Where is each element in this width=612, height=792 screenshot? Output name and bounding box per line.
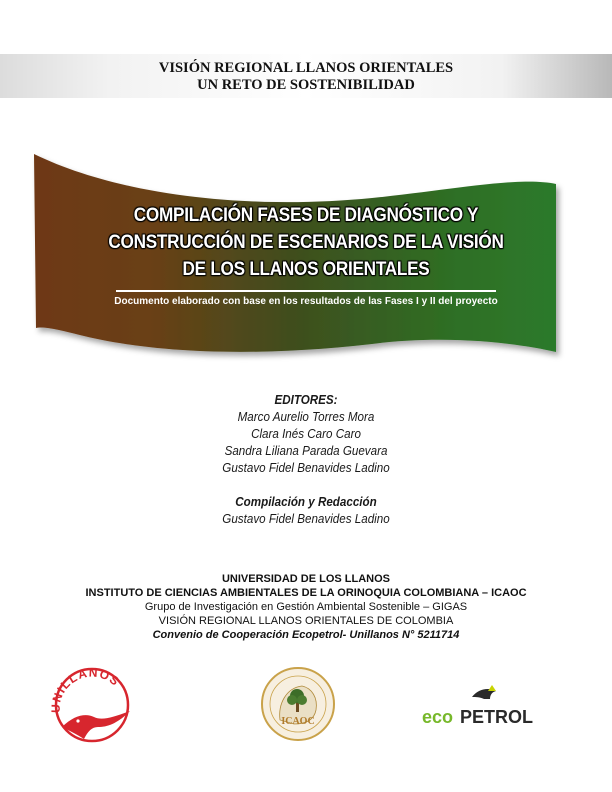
institute-name: INSTITUTO DE CIENCIAS AMBIENTALES DE LA ORINOQUIA COLOMBIANA – ICAOC bbox=[85, 587, 527, 599]
header-line-2: UN RETO DE SOSTENIBILIDAD bbox=[197, 77, 415, 93]
editor-name: Marco Aurelio Torres Mora bbox=[237, 410, 375, 424]
editor-name: Clara Inés Caro Caro bbox=[251, 427, 361, 441]
title-line-2: CONSTRUCCIÓN DE ESCENARIOS DE LA VISIÓN bbox=[108, 231, 504, 253]
compilation-heading: Compilación y Redacción bbox=[235, 495, 377, 509]
editor-name: Gustavo Fidel Benavides Ladino bbox=[222, 461, 390, 475]
svg-text:eco: eco bbox=[422, 707, 454, 727]
header-line-1: VISIÓN REGIONAL LLANOS ORIENTALES bbox=[158, 60, 454, 76]
unillanos-logo bbox=[48, 665, 136, 743]
title-line-3: DE LOS LLANOS ORIENTALES bbox=[182, 258, 430, 280]
university-name: UNIVERSIDAD DE LOS LLANOS bbox=[221, 573, 391, 585]
research-group: Grupo de Investigación en Gestión Ambiental Sostenible – GIGAS bbox=[144, 601, 468, 613]
editors-heading: EDITORES: bbox=[274, 393, 338, 407]
title-rule bbox=[116, 290, 496, 292]
agreement-text: Convenio de Cooperación Ecopetrol- Unillanos N° 5211714 bbox=[152, 629, 460, 641]
editor-name: Sandra Liliana Parada Guevara bbox=[224, 444, 388, 458]
compilation-name: Gustavo Fidel Benavides Ladino bbox=[222, 512, 390, 526]
icaoc-logo bbox=[250, 664, 346, 744]
svg-text:PETROL: PETROL bbox=[460, 707, 534, 727]
title-line-1: COMPILACIÓN FASES DE DIAGNÓSTICO Y bbox=[133, 204, 479, 226]
title-subtitle: Documento elaborado con base en los resultados de las Fases I y II del proyecto bbox=[114, 296, 498, 307]
svg-text:ICAOC: ICAOC bbox=[281, 716, 315, 727]
svg-text:UNILLANOS: UNILLANOS bbox=[48, 665, 123, 714]
project-name: VISIÓN REGIONAL LLANOS ORIENTALES DE COLOMBIA bbox=[158, 615, 454, 627]
ecopetrol-logo bbox=[420, 683, 544, 729]
